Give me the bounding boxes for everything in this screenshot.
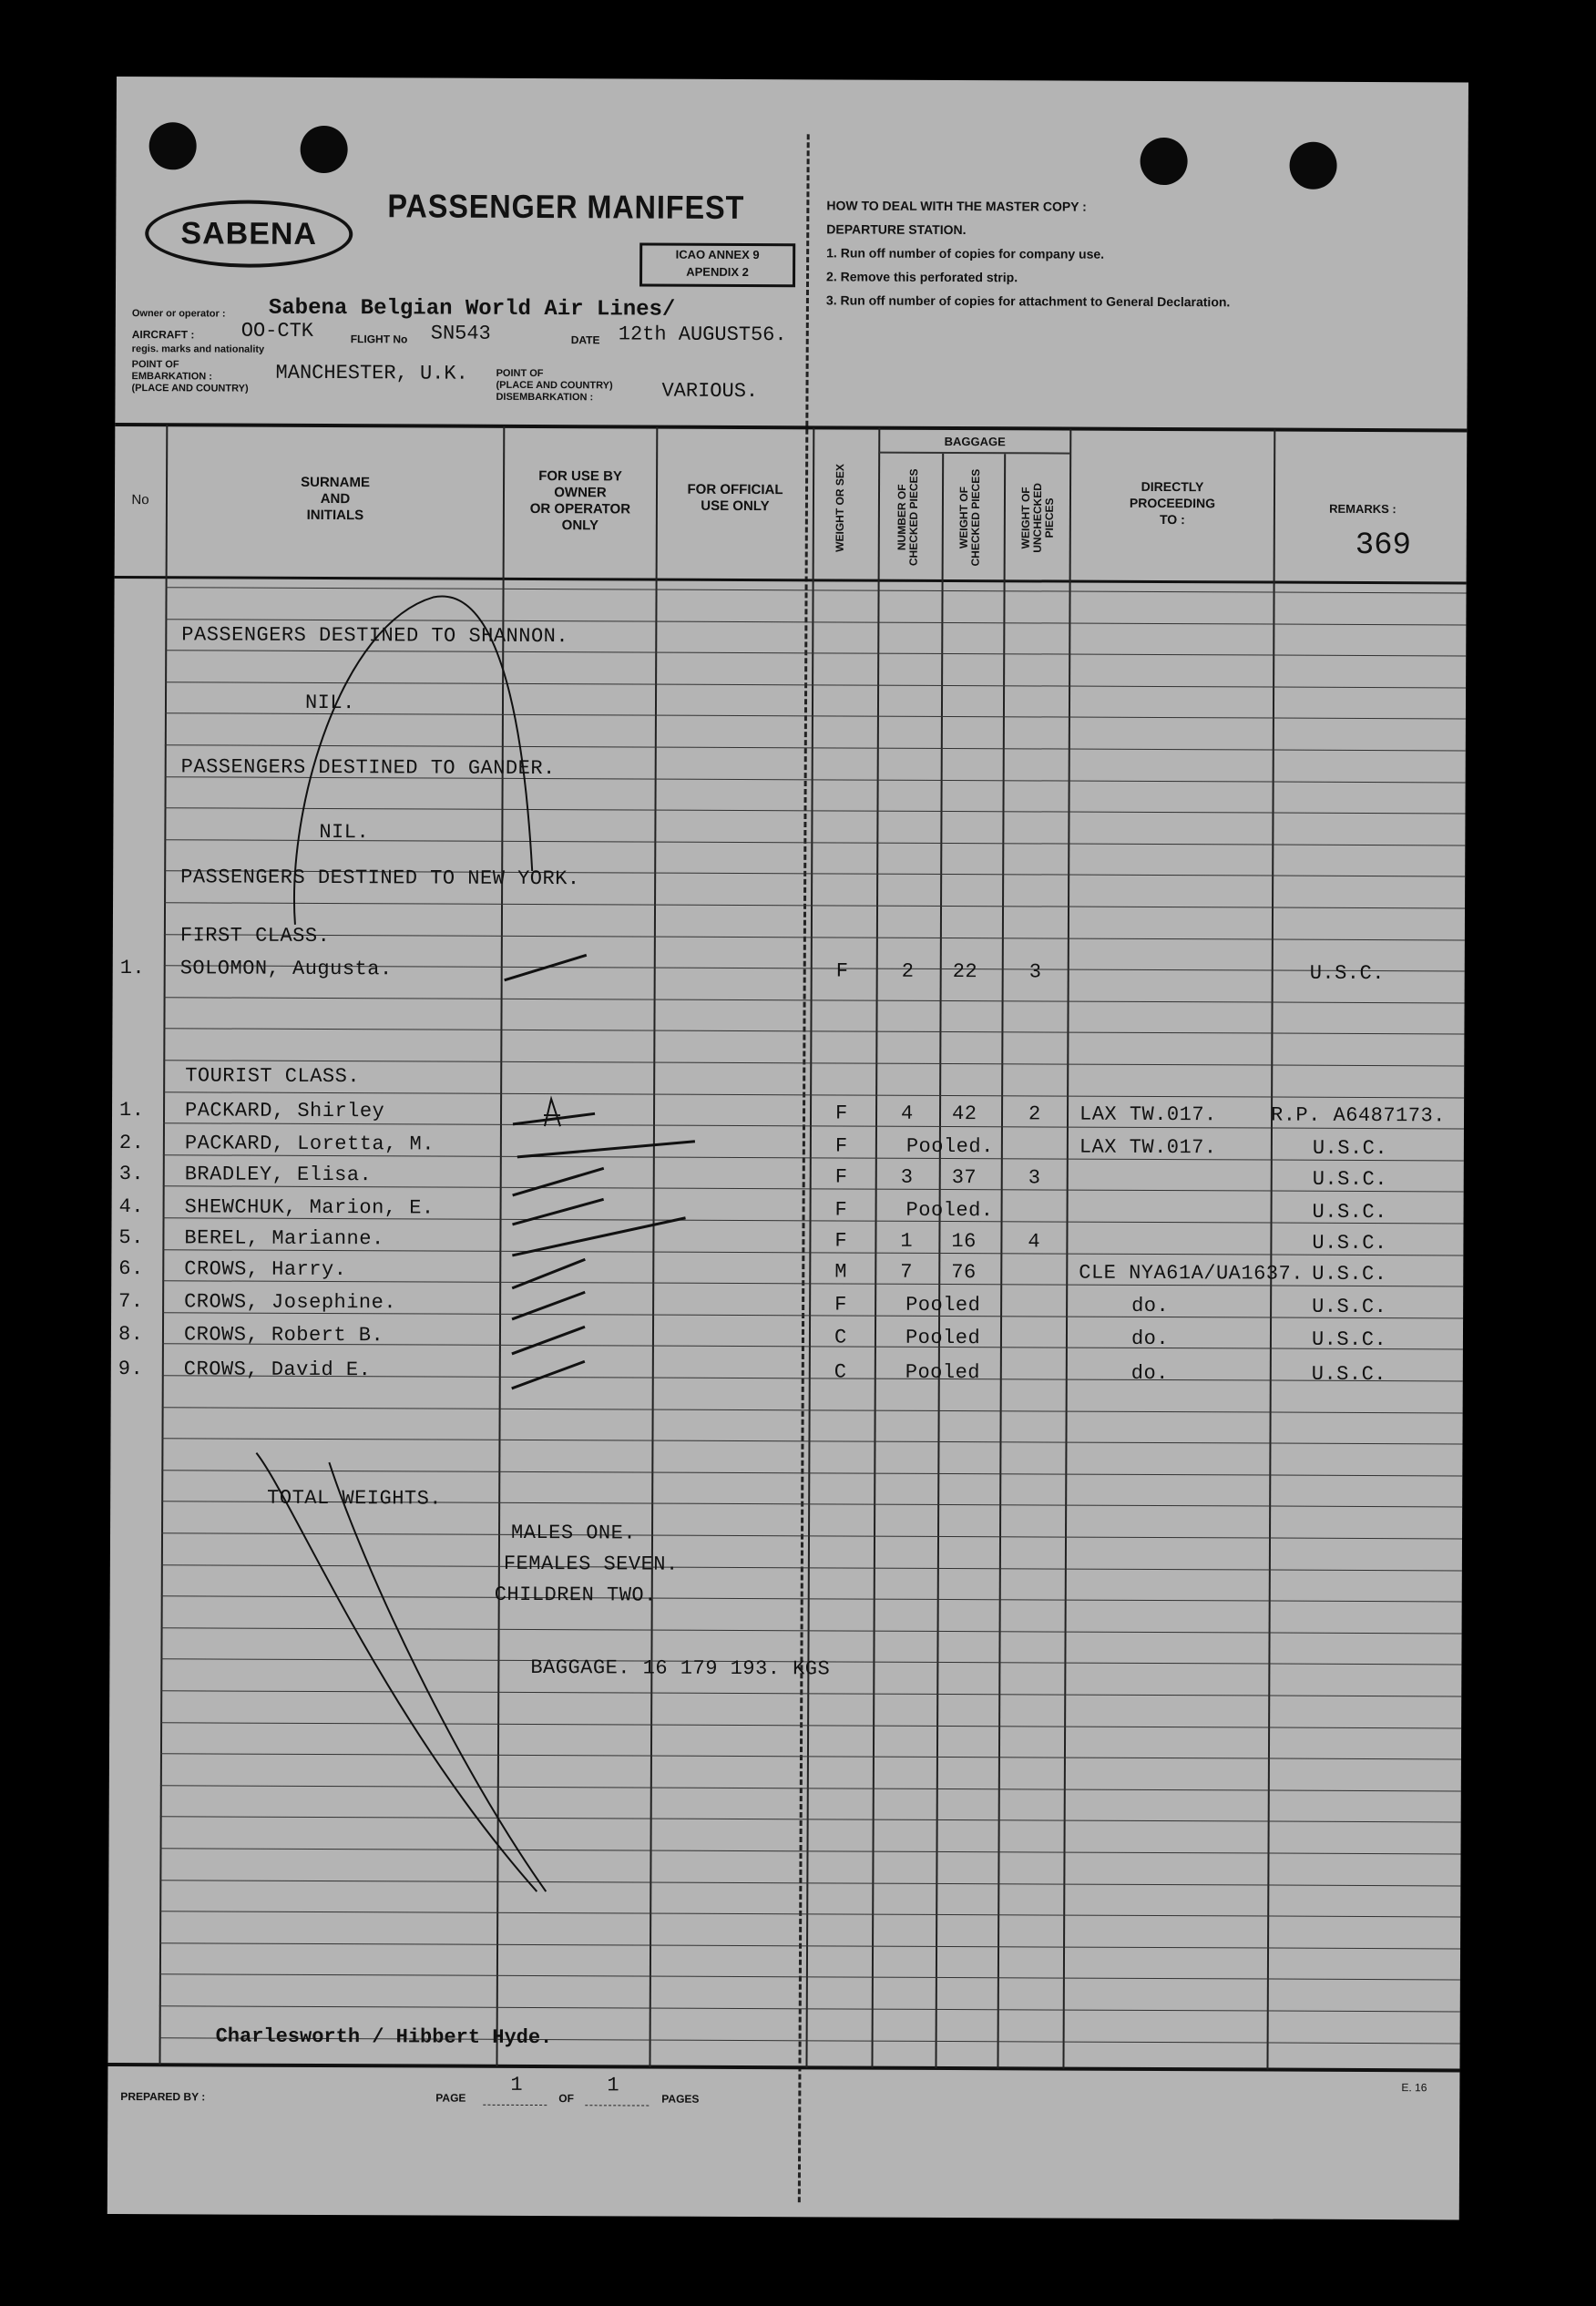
- proceeding-to: do.: [1131, 1294, 1170, 1318]
- checked-pieces: 3: [900, 1165, 914, 1189]
- checked-weight: 16: [951, 1230, 977, 1254]
- unchecked-weight: 4: [1028, 1230, 1041, 1254]
- section-nil: NIL.: [304, 691, 355, 715]
- col-header-owner: FOR USE BY OWNER OR OPERATOR ONLY: [529, 468, 631, 534]
- checked-pieces: 1: [900, 1229, 914, 1253]
- flight-value: SN543: [430, 322, 491, 345]
- pencil-diagonal-stroke: [254, 1453, 538, 1891]
- check-mark: [517, 1141, 695, 1158]
- check-mark: [512, 1292, 585, 1319]
- check-mark: [512, 1361, 585, 1389]
- checked-pieces: Pooled: [905, 1360, 981, 1385]
- prepared-by-label: PREPARED BY :: [120, 2090, 206, 2104]
- regis-label: regis. marks and nationality: [131, 343, 265, 355]
- aircraft-label: AIRCRAFT :: [131, 328, 195, 342]
- manifest-sheet: [107, 77, 1468, 2219]
- total-males: MALES ONE.: [510, 1521, 637, 1545]
- remarks-number: 369: [1355, 528, 1412, 564]
- row-number: 9.: [118, 1358, 144, 1381]
- handwritten-marks: [107, 77, 1468, 2219]
- section-newyork: PASSENGERS DESTINED TO NEW YORK.: [180, 866, 580, 891]
- icao-line1: ICAO ANNEX 9: [675, 247, 760, 262]
- row-number: 5.: [118, 1226, 144, 1250]
- passenger-sex: F: [835, 959, 849, 983]
- check-mark: [513, 1168, 604, 1195]
- instructions-subtitle: DEPARTURE STATION.: [826, 221, 967, 238]
- instructions-title: HOW TO DEAL WITH THE MASTER COPY :: [826, 198, 1087, 214]
- passenger-name: BRADLEY, Elisa.: [184, 1163, 373, 1187]
- icao-line2: APENDIX 2: [686, 264, 749, 280]
- remarks: U.S.C.: [1312, 1200, 1387, 1225]
- passenger-sex: F: [834, 1229, 848, 1253]
- owner-label: Owner or operator :: [131, 308, 226, 320]
- col-header-proceeding: DIRECTLY PROCEEDING TO :: [1129, 478, 1216, 528]
- passenger-name: CROWS, Harry.: [184, 1257, 347, 1282]
- remarks: U.S.C.: [1312, 1231, 1387, 1255]
- passenger-name: CROWS, David E.: [183, 1358, 372, 1382]
- passenger-sex: F: [834, 1198, 848, 1222]
- proceeding-to: do.: [1130, 1327, 1170, 1351]
- total-children: CHILDREN TWO.: [494, 1583, 657, 1607]
- checked-pieces: Pooled.: [905, 1198, 994, 1223]
- section-nil: NIL.: [319, 820, 370, 845]
- passenger-name: PACKARD, Loretta, M.: [184, 1132, 435, 1156]
- checked-pieces: Pooled: [905, 1326, 981, 1350]
- remarks: U.S.C.: [1311, 1362, 1387, 1387]
- checked-pieces: 4: [900, 1102, 914, 1125]
- remarks: U.S.C.: [1309, 961, 1385, 986]
- section-first-class: FIRST CLASS.: [179, 924, 331, 948]
- col-header-no: No: [131, 492, 149, 508]
- passenger-sex: F: [834, 1102, 848, 1125]
- sabena-logo: SABENA: [145, 200, 353, 268]
- passenger-name: CROWS, Robert B.: [183, 1323, 384, 1348]
- row-number: 8.: [118, 1323, 144, 1347]
- owner-value: Sabena Belgian World Air Lines/: [268, 295, 676, 323]
- aircraft-value: OO-CTK: [240, 319, 314, 343]
- passenger-sex: F: [834, 1165, 848, 1189]
- total-weights-title: TOTAL WEIGHTS.: [267, 1486, 443, 1511]
- passenger-name: CROWS, Josephine.: [184, 1290, 397, 1315]
- passenger-name: BEREL, Marianne.: [184, 1226, 384, 1251]
- remarks: U.S.C.: [1312, 1136, 1388, 1161]
- checked-pieces: 2: [901, 959, 915, 983]
- pencil-diagonal-stroke: [327, 1462, 547, 1891]
- disembark-label: POINT OF (PLACE AND COUNTRY) DISEMBARKATION :: [496, 367, 613, 404]
- row-number: 7.: [118, 1290, 144, 1314]
- col-header-baggage: BAGGAGE: [944, 434, 1006, 449]
- row-number: 4.: [118, 1195, 145, 1219]
- remarks: U.S.C.: [1312, 1167, 1388, 1192]
- check-mark: [512, 1259, 585, 1288]
- row-number: 3.: [118, 1163, 145, 1186]
- instruction-item: 3. Run off number of copies for attachment to General Declaration.: [825, 292, 1231, 310]
- instruction-item: 1. Run off number of copies for company use.: [826, 245, 1105, 261]
- row-number: 1.: [118, 1099, 145, 1122]
- col-header-wt-unchecked: WEIGHT OF UNCHECKED PIECES: [1018, 483, 1056, 553]
- embark-label: POINT OF EMBARKATION : (PLACE AND COUNTRY): [131, 359, 249, 395]
- remarks: R.P. A6487173.: [1270, 1103, 1446, 1128]
- date-value: 12th AUGUST56.: [618, 323, 787, 347]
- proceeding-to: LAX TW.017.: [1079, 1102, 1217, 1127]
- passenger-sex: F: [834, 1134, 848, 1158]
- checked-weight: 76: [951, 1261, 977, 1285]
- passenger-name: PACKARD, Shirley: [184, 1099, 385, 1123]
- date-label: DATE: [570, 333, 600, 347]
- col-header-num-checked: NUMBER OF CHECKED PIECES: [895, 468, 921, 567]
- check-mark: [512, 1217, 685, 1256]
- section-gander: PASSENGERS DESTINED TO GANDER.: [180, 755, 556, 781]
- checked-pieces: 7: [900, 1260, 914, 1284]
- flight-label: FLIGHT No: [350, 333, 408, 346]
- of-label: OF: [558, 2092, 575, 2106]
- handwritten-a-mark: [544, 1099, 560, 1126]
- unchecked-weight: 2: [1028, 1102, 1041, 1126]
- check-mark: [505, 955, 587, 980]
- col-header-remarks: REMARKS :: [1329, 501, 1396, 517]
- passenger-sex: F: [834, 1293, 847, 1317]
- col-header-weight-sex: WEIGHT OR SEX: [833, 464, 847, 552]
- checked-pieces: Pooled: [905, 1293, 981, 1317]
- checked-weight: 42: [951, 1102, 977, 1126]
- proceeding-to: CLE NYA61A/UA1637.: [1079, 1261, 1304, 1286]
- embark-value: MANCHESTER, U.K.: [275, 361, 468, 385]
- checked-weight: 22: [952, 960, 978, 984]
- checked-weight: 37: [951, 1166, 977, 1190]
- unchecked-weight: 3: [1028, 1166, 1041, 1190]
- passenger-name: SOLOMON, Augusta.: [179, 957, 393, 981]
- remarks: U.S.C.: [1312, 1295, 1387, 1319]
- section-tourist-class: TOURIST CLASS.: [185, 1064, 361, 1089]
- passenger-sex: C: [834, 1326, 847, 1349]
- total-baggage: BAGGAGE. 16 179 193. KGS: [530, 1655, 831, 1681]
- page-label: PAGE: [435, 2091, 466, 2105]
- row-number: 1.: [119, 957, 146, 980]
- disembark-value: VARIOUS.: [661, 379, 759, 404]
- pages-label: PAGES: [661, 2092, 700, 2106]
- section-shannon: PASSENGERS DESTINED TO SHANNON.: [181, 623, 569, 649]
- check-mark: [512, 1327, 585, 1354]
- instruction-item: 2. Remove this perforated strip.: [826, 269, 1018, 285]
- form-code: E. 16: [1401, 2081, 1427, 2095]
- col-header-wt-checked: WEIGHT OF CHECKED PIECES: [957, 468, 983, 567]
- unchecked-weight: 3: [1028, 960, 1042, 984]
- proceeding-to: do.: [1130, 1361, 1169, 1386]
- col-header-surname: SURNAME AND INITIALS: [301, 474, 371, 524]
- remarks: U.S.C.: [1312, 1262, 1387, 1286]
- passenger-sex: M: [834, 1260, 848, 1284]
- check-mark: [513, 1199, 604, 1225]
- total-females: FEMALES SEVEN.: [503, 1552, 679, 1576]
- row-number: 2.: [118, 1132, 145, 1155]
- row-number: 6.: [118, 1257, 144, 1281]
- col-header-official: FOR OFFICIAL USE ONLY: [687, 481, 783, 515]
- page-value: 1: [510, 2073, 523, 2096]
- passenger-name: SHEWCHUK, Marion, E.: [184, 1195, 435, 1220]
- manifest-title: PASSENGER MANIFEST: [387, 187, 745, 227]
- passenger-sex: C: [834, 1360, 847, 1384]
- proceeding-to: LAX TW.017.: [1079, 1135, 1217, 1160]
- remarks: U.S.C.: [1311, 1327, 1387, 1352]
- of-value: 1: [607, 2074, 619, 2097]
- checked-pieces: Pooled.: [905, 1134, 994, 1159]
- signature: Charlesworth / Hibbert Hyde.: [215, 2024, 553, 2050]
- pencil-loop-stroke: [294, 596, 534, 926]
